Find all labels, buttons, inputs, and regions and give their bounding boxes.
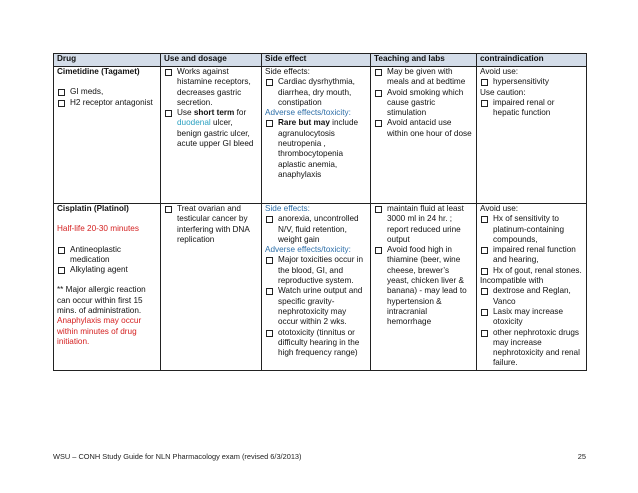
header-teaching-labs: Teaching and labs xyxy=(371,54,477,67)
list-item: hypersensitivity xyxy=(480,77,583,87)
checkbox-icon xyxy=(266,79,273,86)
checkbox-icon xyxy=(481,216,488,223)
checkbox-icon xyxy=(58,100,65,107)
checkbox-icon xyxy=(58,89,65,96)
drug-table xyxy=(53,53,587,371)
header-use-dosage: Use and dosage xyxy=(161,54,262,67)
list-item: anorexia, uncontrolled N/V, fluid retention, weight gain xyxy=(265,214,367,245)
checkbox-icon xyxy=(481,288,488,295)
list-item: Avoid antacid use within one hour of dose xyxy=(374,118,473,139)
header-contraindication: contraindication xyxy=(477,54,587,67)
checkbox-icon xyxy=(266,257,273,264)
teaching-cell xyxy=(371,204,477,371)
header-row xyxy=(54,54,587,67)
checkbox-icon xyxy=(481,330,488,337)
list-item: May be given with meals and at bedtime xyxy=(374,67,473,88)
use-cell xyxy=(161,204,262,371)
list-item: impaired renal or hepatic function xyxy=(480,98,583,119)
footer-text: WSU – CONH Study Guide for NLN Pharmacology exam (revised 6/3/2013) xyxy=(53,452,302,461)
list-item: Hx of sensitivity to platinum-containing compounds, xyxy=(480,214,583,245)
list-item: Treat ovarian and testicular cancer by interfering with DNA replication xyxy=(164,204,258,245)
list-item: Cardiac dysrhythmia, diarrhea, dry mouth, constipation xyxy=(265,77,367,108)
list-item: Alkylating agent xyxy=(57,265,157,275)
checkbox-icon xyxy=(481,79,488,86)
checkbox-icon xyxy=(165,206,172,213)
checkbox-icon xyxy=(266,288,273,295)
avoid-use-heading: Avoid use: xyxy=(480,67,519,76)
list-item: Lasix may increase otoxicity xyxy=(480,307,583,328)
checkbox-icon xyxy=(375,247,382,254)
header-drug: Drug xyxy=(54,54,161,67)
page-number: 25 xyxy=(577,452,586,461)
checkbox-icon xyxy=(375,69,382,76)
contraindication-cell xyxy=(477,204,587,371)
checkbox-icon xyxy=(481,247,488,254)
adverse-effects-heading: Adverse effects/toxicity: xyxy=(265,245,351,255)
list-item: Use short term for duodenal ulcer, benign gastric ulcer, acute upper GI bleed xyxy=(164,108,258,149)
drug-cell xyxy=(54,67,161,204)
list-item: maintain fluid at least 3000 ml in 24 hr. ; report reduced urine output xyxy=(374,204,473,245)
side-effects-heading: Side effects: xyxy=(265,204,310,213)
adverse-effects-heading: Adverse effects/toxicity: xyxy=(265,108,351,118)
list-item: Hx of gout, renal stones. xyxy=(480,266,583,276)
checkbox-icon xyxy=(481,309,488,316)
anaphylaxis-note: Anaphylaxis may occur within minutes of drug initiation. xyxy=(57,316,142,346)
table-row xyxy=(54,67,587,204)
list-item: Avoid smoking which cause gastric stimulation xyxy=(374,88,473,119)
checkbox-icon xyxy=(266,330,273,337)
allergy-note: ** Major allergic reaction can occur within first 15 mins. of administration. xyxy=(57,285,146,316)
avoid-use-heading: Avoid use: xyxy=(480,204,519,213)
checkbox-icon xyxy=(266,120,273,127)
contraindication-cell xyxy=(477,67,587,204)
table-row xyxy=(54,204,587,371)
checkbox-icon xyxy=(375,206,382,213)
use-cell xyxy=(161,67,262,204)
header-side-effect: Side effect xyxy=(262,54,371,67)
checkbox-icon xyxy=(375,90,382,97)
list-item: Avoid food high in thiamine (beer, wine cheese, brewer’s yeast, chicken liver & banana) - may lead to hypertension & intracranial hemorrhage xyxy=(374,245,473,327)
list-item: other nephrotoxic drugs may increase nephrotoxicity and renal failure. xyxy=(480,328,583,369)
list-item: Antineoplastic medication xyxy=(57,245,157,266)
list-item: Rare but may include agranulocytosis neutropenia , thrombocytopenia aplastic anemia, anaphylaxis xyxy=(265,118,367,180)
teaching-cell xyxy=(371,67,477,204)
half-life: Half-life 20-30 minutes xyxy=(57,224,139,234)
list-item: ototoxicity (tinnitus or difficulty hearing in the high frequency range) xyxy=(265,328,367,359)
checkbox-icon xyxy=(165,69,172,76)
list-item: Watch urine output and specific gravity- nephrotoxicity may occur within 2 wks. xyxy=(265,286,367,327)
use-caution-heading: Use caution: xyxy=(480,87,526,97)
page-footer xyxy=(53,452,586,461)
drug-title: Cisplatin (Platinol) xyxy=(57,204,129,213)
list-item: impaired renal function and hearing, xyxy=(480,245,583,266)
incompatible-heading: Incompatible with xyxy=(480,276,544,286)
list-item: dextrose and Reglan, Vanco xyxy=(480,286,583,307)
list-item: Major toxicities occur in the blood, GI, and reproductive system. xyxy=(265,255,367,286)
list-item: Works against histamine receptors, decreases gastric secretion. xyxy=(164,67,258,108)
list-item: GI meds, xyxy=(57,87,157,97)
checkbox-icon xyxy=(481,100,488,107)
checkbox-icon xyxy=(481,268,488,275)
drug-title: Cimetidine (Tagamet) xyxy=(57,67,140,76)
drug-cell xyxy=(54,204,161,371)
side-effect-cell xyxy=(262,67,371,204)
checkbox-icon xyxy=(58,247,65,254)
checkbox-icon xyxy=(266,216,273,223)
side-effect-cell xyxy=(262,204,371,371)
side-effects-heading: Side effects: xyxy=(265,67,310,76)
list-item: H2 receptor antagonist xyxy=(57,98,157,108)
checkbox-icon xyxy=(375,120,382,127)
checkbox-icon xyxy=(58,267,65,274)
checkbox-icon xyxy=(165,110,172,117)
